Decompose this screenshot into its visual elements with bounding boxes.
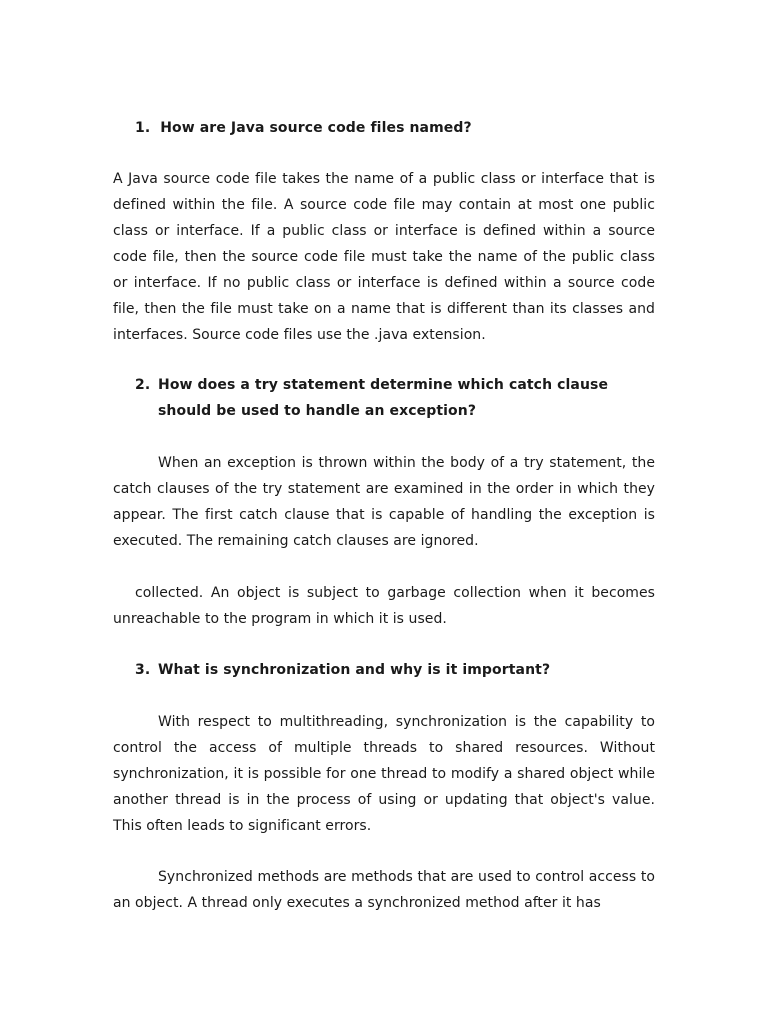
question-1-title: How are Java source code files named? xyxy=(160,120,472,136)
question-2-number: 2. xyxy=(135,377,151,393)
question-3-answer-paragraph: With respect to multithreading, synchronization is the capability to control the access of multiple threads to shared resources. Without synchronization, it is possible for one thread to modify a shared object while another thread is in the process of using or updating that object's value. This often leads to significant errors. xyxy=(113,714,655,834)
question-1-answer-paragraph: A Java source code file takes the name of a public class or interface that is defined within the file. A source code file may contain at most one public class or interface. If a public class or interface is defined within a source code file, then the source code file must take the name of the public class or interface. If no public class or interface is defined within a source code file, then the file must take on a name that is different than its classes and interfaces. Source code files use the .java extension. xyxy=(113,171,655,343)
question-1-heading xyxy=(135,115,655,141)
question-2-extra-paragraph: collected. An object is subject to garbage collection when it becomes unreachable to the program in which it is used. xyxy=(113,585,655,627)
question-1-number: 1. xyxy=(135,120,151,136)
question-2-title: How does a try statement determine which catch clause should be used to handle an exception? xyxy=(158,377,609,419)
question-2-answer-paragraph: When an exception is thrown within the body of a try statement, the catch clauses of the try statement are examined in the order in which they appear. The first catch clause that is capable of handling the exception is executed. The remaining catch clauses are ignored. xyxy=(113,455,655,549)
question-3-extra-paragraph: Synchronized methods are methods that are used to control access to an object. A thread only executes a synchronized method after it has xyxy=(113,869,655,911)
question-3-number: 3. xyxy=(135,662,151,678)
question-3-title: What is synchronization and why is it important? xyxy=(158,662,551,678)
question-3-heading xyxy=(135,657,655,683)
question-2-heading xyxy=(135,372,655,424)
